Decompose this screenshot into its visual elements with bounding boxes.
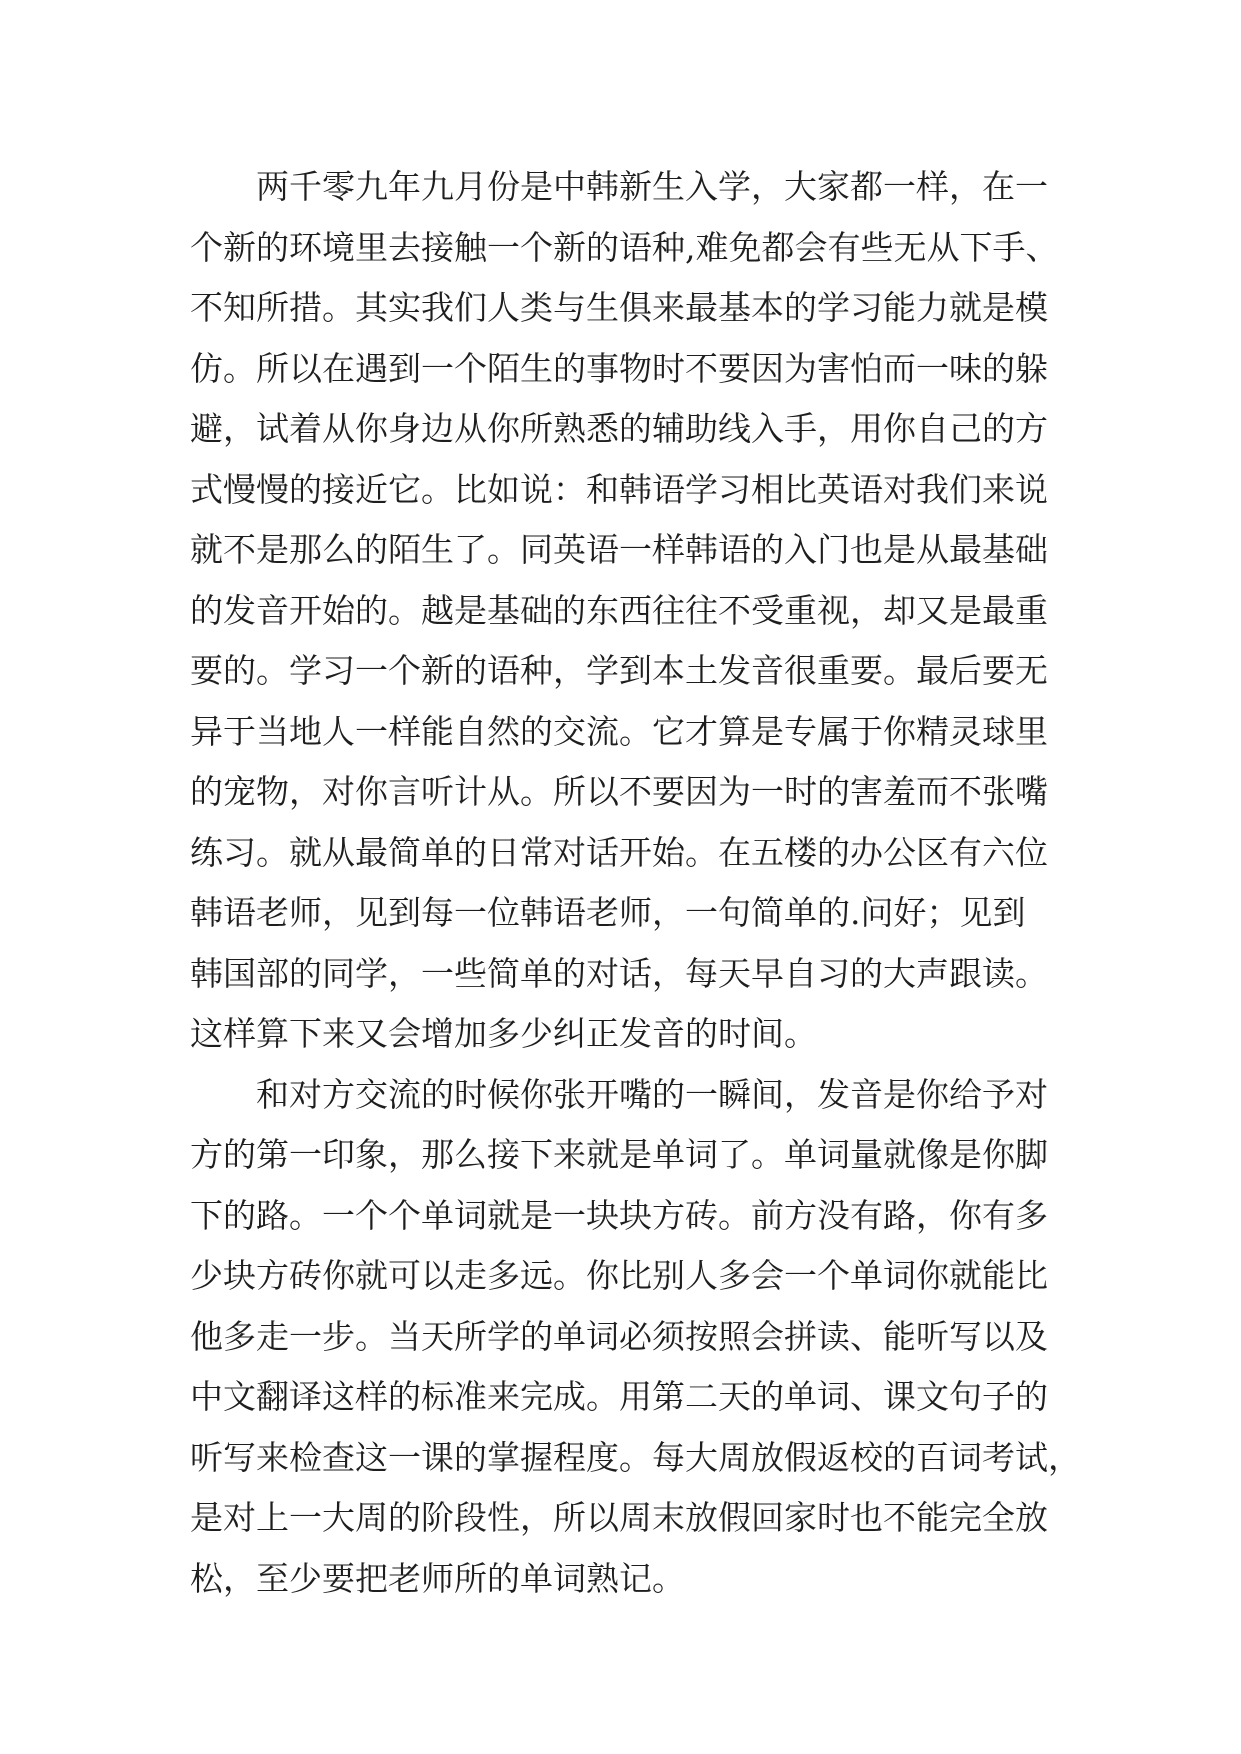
paragraph-line: 方的第一印象，那么接下来就是单词了。单词量就像是你脚 — [190, 1135, 1048, 1174]
paragraph-line: 仿。所以在遇到一个陌生的事物时不要因为害怕而一味的躲 — [190, 348, 1048, 388]
paragraph-line: 不知所措。其实我们人类与生俱来最基本的学习能力就是模 — [190, 288, 1048, 327]
paragraph-line: 异于当地人一样能自然的交流。它才算是专属于你精灵球里 — [190, 711, 1048, 751]
paragraph-line: 和对方交流的时候你张开嘴的一瞬间，发音是你给予对 — [256, 1074, 1048, 1114]
paragraph-line: 就不是那么的陌生了。同英语一样韩语的入门也是从最基础 — [190, 530, 1048, 569]
paragraph-1 — [190, 157, 1090, 1065]
paragraph-line: 这样算下来又会增加多少纠正发音的时间。 — [190, 1014, 817, 1053]
paragraph-line: 避，试着从你身边从你所熟悉的辅助线入手，用你自己的方 — [190, 409, 1048, 448]
paragraph-line: 中文翻译这样的标准来完成。用第二天的单词、课文句子的 — [190, 1377, 1048, 1416]
paragraph-line: 的宠物，对你言听计从。所以不要因为一时的害羞而不张嘴 — [190, 772, 1048, 811]
paragraph-line: 练习。就从最简单的日常对话开始。在五楼的办公区有六位 — [190, 832, 1048, 872]
paragraph-line: 的发音开始的。越是基础的东西往往不受重视，却又是最重 — [190, 590, 1048, 630]
paragraph-line: 下的路。一个个单词就是一块块方砖。前方没有路，你有多 — [190, 1195, 1048, 1235]
paragraph-line: 式慢慢的接近它。比如说：和韩语学习相比英语对我们来说 — [190, 469, 1048, 509]
paragraph-line: 两千零九年九月份是中韩新生入学，大家都一样，在一 — [256, 167, 1048, 206]
paragraph-line: 松，至少要把老师所的单词熟记。 — [190, 1558, 685, 1598]
paragraph-line: 韩国部的同学，一些简单的对话，每天早自习的大声跟读。 — [190, 953, 1048, 993]
paragraph-line: 听写来检查这一课的掌握程度。每大周放假返校的百词考试， — [190, 1437, 1081, 1477]
paragraph-line: 韩语老师，见到每一位韩语老师，一句简单的.问好；见到 — [190, 893, 1026, 932]
paragraph-line: 是对上一大周的阶段性，所以周末放假回家时也不能完全放 — [190, 1498, 1048, 1537]
paragraph-line: 他多走一步。当天所学的单词必须按照会拼读、能听写以及 — [190, 1316, 1048, 1356]
document-body — [190, 157, 1090, 1609]
paragraph-line: 个新的环境里去接触一个新的语种,难免都会有些无从下手、 — [190, 227, 1059, 267]
paragraph-line: 要的。学习一个新的语种，学到本土发音很重要。最后要无 — [190, 651, 1048, 690]
paragraph-line: 少块方砖你就可以走多远。你比别人多会一个单词你就能比 — [190, 1256, 1048, 1295]
paragraph-2 — [190, 1065, 1090, 1610]
